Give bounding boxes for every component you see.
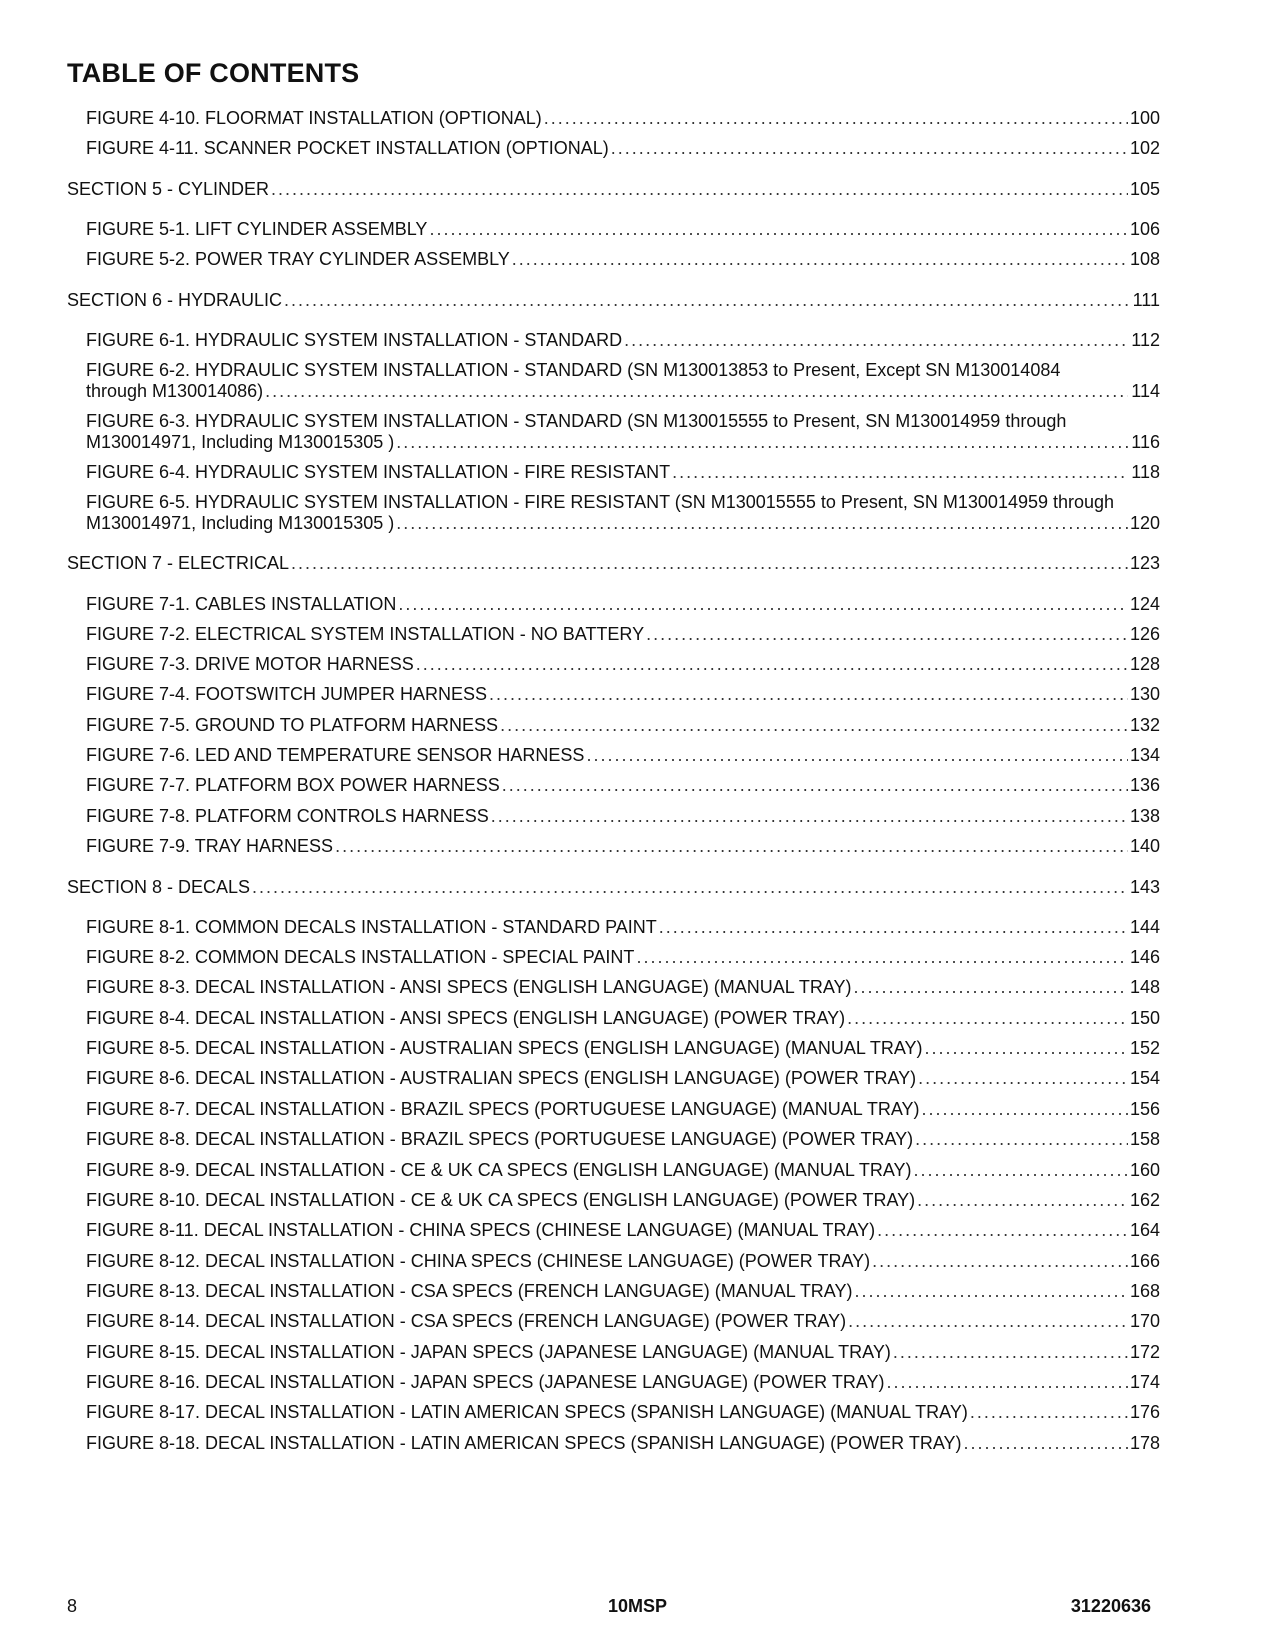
entry-title: M130014971, Including M130015305 ) (86, 432, 395, 452)
dot-leader (416, 654, 1128, 675)
toc-figure-entry[interactable] (86, 947, 1160, 968)
dot-leader (544, 108, 1128, 129)
entry-page-number: 100 (1130, 108, 1161, 128)
entry-page-number: 128 (1130, 654, 1161, 674)
entry-title: FIGURE 8-14. DECAL INSTALLATION - CSA SPECS (FRENCH LANGUAGE) (POWER TRAY) (86, 1311, 847, 1331)
dot-leader (396, 432, 1128, 453)
entry-title: SECTION 6 - HYDRAULIC (67, 290, 283, 310)
toc-figure-entry[interactable] (86, 1311, 1160, 1332)
dot-leader (624, 330, 1128, 351)
toc-section-entry[interactable] (67, 290, 1160, 311)
entry-page-number: 174 (1130, 1372, 1161, 1392)
dot-leader (489, 684, 1128, 705)
entry-title: FIGURE 8-12. DECAL INSTALLATION - CHINA SPECS (CHINESE LANGUAGE) (POWER TRAY) (86, 1251, 871, 1271)
dot-leader (265, 381, 1128, 402)
entry-title: FIGURE 8-13. DECAL INSTALLATION - CSA SPECS (FRENCH LANGUAGE) (MANUAL TRAY) (86, 1281, 853, 1301)
entry-page-number: 136 (1130, 775, 1161, 795)
entry-page-number: 134 (1130, 745, 1161, 765)
entry-title: FIGURE 5-1. LIFT CYLINDER ASSEMBLY (86, 219, 428, 239)
entry-title: FIGURE 7-9. TRAY HARNESS (86, 836, 334, 856)
toc-figure-entry[interactable] (86, 411, 1160, 453)
entry-page-number: 138 (1130, 806, 1161, 826)
dot-leader (918, 1068, 1128, 1089)
dot-leader (611, 138, 1128, 159)
entry-page-number: 123 (1130, 553, 1161, 573)
toc-figure-entry[interactable] (86, 836, 1160, 857)
entry-page-number: 160 (1130, 1160, 1161, 1180)
toc-figure-entry[interactable] (86, 1372, 1160, 1393)
entry-title-line: FIGURE 6-5. HYDRAULIC SYSTEM INSTALLATION - FIRE RESISTANT (SN M130015555 to Present, SN M130014959 through (86, 492, 1115, 512)
dot-leader (893, 1342, 1128, 1363)
dot-leader (398, 594, 1128, 615)
toc-figure-entry[interactable] (86, 1160, 1160, 1181)
toc-section-entry[interactable] (67, 877, 1160, 898)
toc-figure-entry[interactable] (86, 684, 1160, 705)
dot-leader (512, 249, 1128, 270)
entry-title: FIGURE 6-4. HYDRAULIC SYSTEM INSTALLATION - FIRE RESISTANT (86, 462, 671, 482)
entry-page-number: 106 (1130, 219, 1161, 239)
toc-section-entry[interactable] (67, 553, 1160, 574)
toc-figure-entry[interactable] (86, 1402, 1160, 1423)
entry-title: FIGURE 8-4. DECAL INSTALLATION - ANSI SPECS (ENGLISH LANGUAGE) (POWER TRAY) (86, 1008, 846, 1028)
entry-page-number: 143 (1130, 877, 1161, 897)
entry-title: FIGURE 4-11. SCANNER POCKET INSTALLATION (OPTIONAL) (86, 138, 609, 158)
entry-title: FIGURE 7-7. PLATFORM BOX POWER HARNESS (86, 775, 500, 795)
toc-figure-entry[interactable] (86, 249, 1160, 270)
entry-title: SECTION 7 - ELECTRICAL (67, 553, 290, 573)
toc-figure-entry[interactable] (86, 715, 1160, 736)
entry-title: FIGURE 6-1. HYDRAULIC SYSTEM INSTALLATION - STANDARD (86, 330, 623, 350)
entry-title: FIGURE 7-1. CABLES INSTALLATION (86, 594, 397, 614)
toc-figure-entry[interactable] (86, 1251, 1160, 1272)
toc-figure-entry[interactable] (86, 624, 1160, 645)
entry-page-number: 146 (1130, 947, 1161, 967)
dot-leader (396, 513, 1128, 534)
dot-leader (877, 1220, 1128, 1241)
entry-page-number: 130 (1130, 684, 1161, 704)
entry-page-number: 148 (1130, 977, 1161, 997)
dot-leader (854, 1281, 1128, 1302)
toc-figure-entry[interactable] (86, 977, 1160, 998)
dot-leader (925, 1038, 1128, 1059)
dot-leader (854, 977, 1129, 998)
entry-title: FIGURE 7-8. PLATFORM CONTROLS HARNESS (86, 806, 489, 826)
dot-leader (646, 624, 1128, 645)
toc-figure-entry[interactable] (86, 1220, 1160, 1241)
toc-figure-entry[interactable] (86, 1342, 1160, 1363)
entry-page-number: 118 (1131, 462, 1160, 482)
dot-leader (872, 1251, 1128, 1272)
entry-title: FIGURE 8-15. DECAL INSTALLATION - JAPAN SPECS (JAPANESE LANGUAGE) (MANUAL TRAY) (86, 1342, 891, 1362)
entry-title: FIGURE 7-4. FOOTSWITCH JUMPER HARNESS (86, 684, 488, 704)
toc-figure-entry[interactable] (86, 917, 1160, 938)
toc-section-entry[interactable] (67, 179, 1160, 200)
entry-page-number: 120 (1130, 513, 1161, 533)
entry-title: FIGURE 8-11. DECAL INSTALLATION - CHINA SPECS (CHINESE LANGUAGE) (MANUAL TRAY) (86, 1220, 876, 1240)
entry-title: SECTION 8 - DECALS (67, 877, 251, 897)
toc-figure-entry[interactable] (86, 1190, 1160, 1211)
dot-leader (964, 1433, 1129, 1454)
entry-title: FIGURE 8-7. DECAL INSTALLATION - BRAZIL SPECS (PORTUGUESE LANGUAGE) (MANUAL TRAY) (86, 1099, 920, 1119)
entry-title-line: FIGURE 6-3. HYDRAULIC SYSTEM INSTALLATION - STANDARD (SN M130015555 to Present, SN M130014959 through (86, 411, 1067, 431)
toc-figure-entry[interactable] (86, 806, 1160, 827)
entry-title: FIGURE 4-10. FLOORMAT INSTALLATION (OPTIONAL) (86, 108, 542, 128)
dot-leader (915, 1129, 1128, 1150)
entry-page-number: 102 (1130, 138, 1161, 158)
entry-page-number: 108 (1130, 249, 1161, 269)
dot-leader (914, 1160, 1128, 1181)
dot-leader (502, 775, 1128, 796)
dot-leader (636, 947, 1128, 968)
dot-leader (491, 806, 1128, 827)
entry-page-number: 172 (1130, 1342, 1161, 1362)
entry-title: SECTION 5 - CYLINDER (67, 179, 270, 199)
entry-title: FIGURE 7-3. DRIVE MOTOR HARNESS (86, 654, 414, 674)
entry-page-number: 158 (1130, 1129, 1161, 1149)
entry-page-number: 126 (1130, 624, 1161, 644)
entry-page-number: 156 (1130, 1099, 1161, 1119)
entry-title: FIGURE 7-5. GROUND TO PLATFORM HARNESS (86, 715, 499, 735)
dot-leader (848, 1311, 1128, 1332)
entry-title: FIGURE 8-5. DECAL INSTALLATION - AUSTRALIAN SPECS (ENGLISH LANGUAGE) (MANUAL TRAY) (86, 1038, 923, 1058)
toc-figure-entry[interactable] (86, 1038, 1160, 1059)
toc-figure-entry[interactable] (86, 330, 1160, 351)
entry-page-number: 162 (1130, 1190, 1161, 1210)
entry-page-number: 116 (1131, 432, 1160, 452)
entry-title: FIGURE 7-6. LED AND TEMPERATURE SENSOR HARNESS (86, 745, 585, 765)
footer-model: 10MSP (607, 1596, 668, 1616)
dot-leader (284, 290, 1128, 311)
dot-leader (291, 553, 1128, 574)
toc-figure-entry[interactable] (86, 594, 1160, 615)
entry-page-number: 112 (1131, 330, 1160, 350)
toc-figure-entry[interactable] (86, 1433, 1160, 1454)
toc-figure-entry[interactable] (86, 1099, 1160, 1120)
entry-title: FIGURE 8-9. DECAL INSTALLATION - CE & UK CA SPECS (ENGLISH LANGUAGE) (MANUAL TRAY) (86, 1160, 912, 1180)
entry-title: FIGURE 8-18. DECAL INSTALLATION - LATIN AMERICAN SPECS (SPANISH LANGUAGE) (POWER TRAY) (86, 1433, 962, 1453)
footer-doc-number: 31220636 (1070, 1596, 1151, 1616)
toc-figure-entry[interactable] (86, 1008, 1160, 1029)
entry-page-number: 166 (1130, 1251, 1161, 1271)
toc-figure-entry[interactable] (86, 219, 1160, 240)
entry-title: FIGURE 8-3. DECAL INSTALLATION - ANSI SPECS (ENGLISH LANGUAGE) (MANUAL TRAY) (86, 977, 852, 997)
toc-figure-entry[interactable] (86, 360, 1160, 402)
entry-title: M130014971, Including M130015305 ) (86, 513, 395, 533)
toc-figure-entry[interactable] (86, 745, 1160, 766)
toc-figure-entry[interactable] (86, 462, 1160, 483)
dot-leader (271, 179, 1128, 200)
entry-page-number: 124 (1130, 594, 1161, 614)
entry-page-number: 132 (1130, 715, 1161, 735)
entry-page-number: 154 (1130, 1068, 1161, 1088)
entry-page-number: 105 (1130, 179, 1161, 199)
toc-figure-entry[interactable] (86, 654, 1160, 675)
entry-page-number: 170 (1130, 1311, 1161, 1331)
dot-leader (922, 1099, 1129, 1120)
dot-leader (429, 219, 1128, 240)
entry-title: FIGURE 8-10. DECAL INSTALLATION - CE & UK CA SPECS (ENGLISH LANGUAGE) (POWER TRAY) (86, 1190, 916, 1210)
entry-page-number: 114 (1131, 381, 1160, 401)
toc-figure-entry[interactable] (86, 492, 1160, 534)
dot-leader (335, 836, 1128, 857)
entry-title: FIGURE 5-2. POWER TRAY CYLINDER ASSEMBLY (86, 249, 510, 269)
entry-page-number: 144 (1130, 917, 1161, 937)
entry-page-number: 168 (1130, 1281, 1161, 1301)
entry-page-number: 140 (1130, 836, 1161, 856)
toc-figure-entry[interactable] (86, 1068, 1160, 1089)
footer-page-number: 8 (67, 1596, 78, 1616)
entry-page-number: 111 (1132, 290, 1160, 310)
entry-page-number: 152 (1130, 1038, 1161, 1058)
entry-title: FIGURE 8-6. DECAL INSTALLATION - AUSTRALIAN SPECS (ENGLISH LANGUAGE) (POWER TRAY) (86, 1068, 917, 1088)
entry-title: FIGURE 8-8. DECAL INSTALLATION - BRAZIL SPECS (PORTUGUESE LANGUAGE) (POWER TRAY) (86, 1129, 914, 1149)
toc-figure-entry[interactable] (86, 1281, 1160, 1302)
toc-figure-entry[interactable] (86, 138, 1160, 159)
dot-leader (500, 715, 1128, 736)
entry-page-number: 150 (1130, 1008, 1161, 1028)
dot-leader (252, 877, 1128, 898)
dot-leader (672, 462, 1128, 483)
entry-title: through M130014086) (86, 381, 264, 401)
entry-title: FIGURE 8-2. COMMON DECALS INSTALLATION - SPECIAL PAINT (86, 947, 635, 967)
page-title: TABLE OF CONTENTS (67, 58, 360, 88)
toc-figure-entry[interactable] (86, 1129, 1160, 1150)
toc-figure-entry[interactable] (86, 775, 1160, 796)
entry-page-number: 178 (1130, 1433, 1161, 1453)
entry-title: FIGURE 7-2. ELECTRICAL SYSTEM INSTALLATION - NO BATTERY (86, 624, 645, 644)
entry-title-line: FIGURE 6-2. HYDRAULIC SYSTEM INSTALLATION - STANDARD (SN M130013853 to Present, Except SN M130014084 (86, 360, 1061, 380)
toc-figure-entry[interactable] (86, 108, 1160, 129)
dot-leader (887, 1372, 1129, 1393)
dot-leader (917, 1190, 1128, 1211)
dot-leader (970, 1402, 1128, 1423)
dot-leader (659, 917, 1128, 938)
dot-leader (847, 1008, 1128, 1029)
entry-title: FIGURE 8-16. DECAL INSTALLATION - JAPAN SPECS (JAPANESE LANGUAGE) (POWER TRAY) (86, 1372, 885, 1392)
entry-title: FIGURE 8-17. DECAL INSTALLATION - LATIN AMERICAN SPECS (SPANISH LANGUAGE) (MANUAL TRAY) (86, 1402, 968, 1422)
dot-leader (586, 745, 1128, 766)
entry-page-number: 176 (1130, 1402, 1161, 1422)
entry-title: FIGURE 8-1. COMMON DECALS INSTALLATION - STANDARD PAINT (86, 917, 657, 937)
entry-page-number: 164 (1130, 1220, 1161, 1240)
